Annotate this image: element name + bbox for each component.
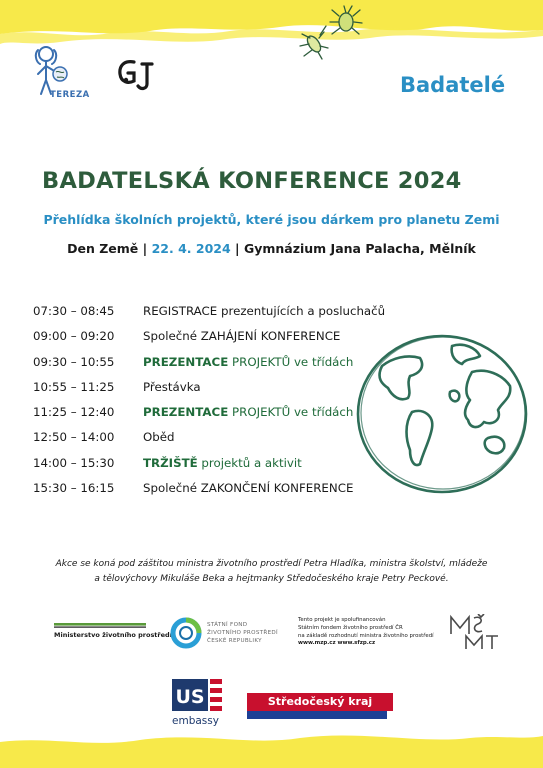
schedule-activity-rest: PROJEKTŮ ve třídách <box>228 405 354 420</box>
sfzp-logo-icon <box>170 617 202 649</box>
sfzp-logo-label <box>207 621 278 645</box>
schedule-activity-bold: PREZENTACE <box>143 405 229 420</box>
patronage-note <box>0 557 543 587</box>
schedule-time: 15:30 – 16:15 <box>33 481 115 496</box>
insects-icon <box>292 4 364 62</box>
schedule-time: 10:55 – 11:25 <box>33 379 115 394</box>
schedule-row <box>33 304 393 329</box>
cofunding-line: Státním fondem životního prostředí ČR <box>298 624 403 631</box>
schedule-row <box>33 380 393 405</box>
schedule-row <box>33 456 393 481</box>
event-venue: Gymnázium Jana Palacha, Mělník <box>243 241 476 256</box>
gj-logo-icon <box>116 56 158 92</box>
bottom-yellow-band <box>0 728 543 768</box>
top-yellow-band <box>0 0 543 56</box>
badatele-logo: Badatelé <box>400 73 506 97</box>
schedule-activity: REGISTRACE prezentujících a posluchačů <box>143 304 386 318</box>
us-embassy-logo-icon <box>172 679 222 715</box>
patronage-note-line: a tělovýchovy Mikuláše Beka a hejtmanky Středočeského kraje Petry Peckové. <box>94 574 449 584</box>
globe-icon <box>352 328 532 498</box>
schedule-row <box>33 329 393 354</box>
sfzp-label-line: ŽIVOTNÍHO PROSTŘEDÍ <box>207 630 278 636</box>
event-date: 22. 4. 2024 <box>151 241 231 256</box>
tereza-logo-label: TEREZA <box>50 90 90 100</box>
schedule-row <box>33 355 393 380</box>
page-subtitle: Přehlídka školních projektů, které jsou dárkem pro planetu Zemi <box>43 212 500 227</box>
mzp-logo-label: Ministerstvo životního prostředí <box>54 631 172 639</box>
mzp-logo-icon <box>54 620 146 630</box>
schedule-activity-rest: PROJEKTŮ ve třídách <box>228 354 354 369</box>
schedule-activity-bold: TRŽIŠTĚ <box>143 455 198 470</box>
schedule-row <box>33 430 393 455</box>
schedule-activity: Oběd <box>143 430 175 445</box>
sfzp-label-line: STÁTNÍ FOND <box>207 622 248 628</box>
schedule-time: 07:30 – 08:45 <box>33 304 115 318</box>
schedule-time: 09:30 – 10:55 <box>33 354 115 369</box>
schedule-time: 14:00 – 15:30 <box>33 455 115 470</box>
page-title: BADATELSKÁ KONFERENCE 2024 <box>42 168 462 194</box>
cofunding-note <box>298 617 438 648</box>
schedule-row <box>33 405 393 430</box>
event-separator: | <box>230 241 244 256</box>
schedule-row <box>33 481 393 506</box>
schedule-time: 09:00 – 09:20 <box>33 329 115 344</box>
schedule-activity <box>143 456 302 470</box>
patronage-note-line: Akce se koná pod záštitou ministra životního prostředí Petra Hladíka, ministra školství, mládeže <box>55 559 488 569</box>
cofunding-line: na základě rozhodnutí ministra životního prostředí <box>298 632 434 639</box>
schedule-activity <box>143 355 353 369</box>
event-separator: | <box>138 241 152 256</box>
schedule-activity-rest: projektů a aktivit <box>197 455 302 470</box>
msmt-logo-icon <box>448 614 500 652</box>
schedule-list <box>33 304 393 506</box>
us-embassy-label: embassy <box>172 715 219 727</box>
schedule-activity <box>143 405 353 419</box>
schedule-time: 11:25 – 12:40 <box>33 405 115 420</box>
schedule-activity: Společné ZAHÁJENÍ KONFERENCE <box>143 329 341 344</box>
event-info <box>0 241 543 256</box>
cofunding-line: Tento projekt je spolufinancován <box>298 617 386 623</box>
us-embassy-top-label: US <box>175 686 205 708</box>
schedule-activity: Přestávka <box>143 379 201 394</box>
event-name: Den Země <box>67 241 139 256</box>
sfzp-label-line: ČESKÉ REPUBLIKY <box>207 638 262 644</box>
schedule-activity-bold: PREZENTACE <box>143 354 229 369</box>
schedule-activity: Společné ZAKONČENÍ KONFERENCE <box>143 481 354 496</box>
stredocesky-kraj-logo: Středočeský kraj <box>247 693 393 711</box>
schedule-time: 12:50 – 14:00 <box>33 430 115 445</box>
stredocesky-kraj-stripe <box>247 711 387 719</box>
cofunding-urls: www.mzp.cz www.sfzp.cz <box>298 640 376 647</box>
